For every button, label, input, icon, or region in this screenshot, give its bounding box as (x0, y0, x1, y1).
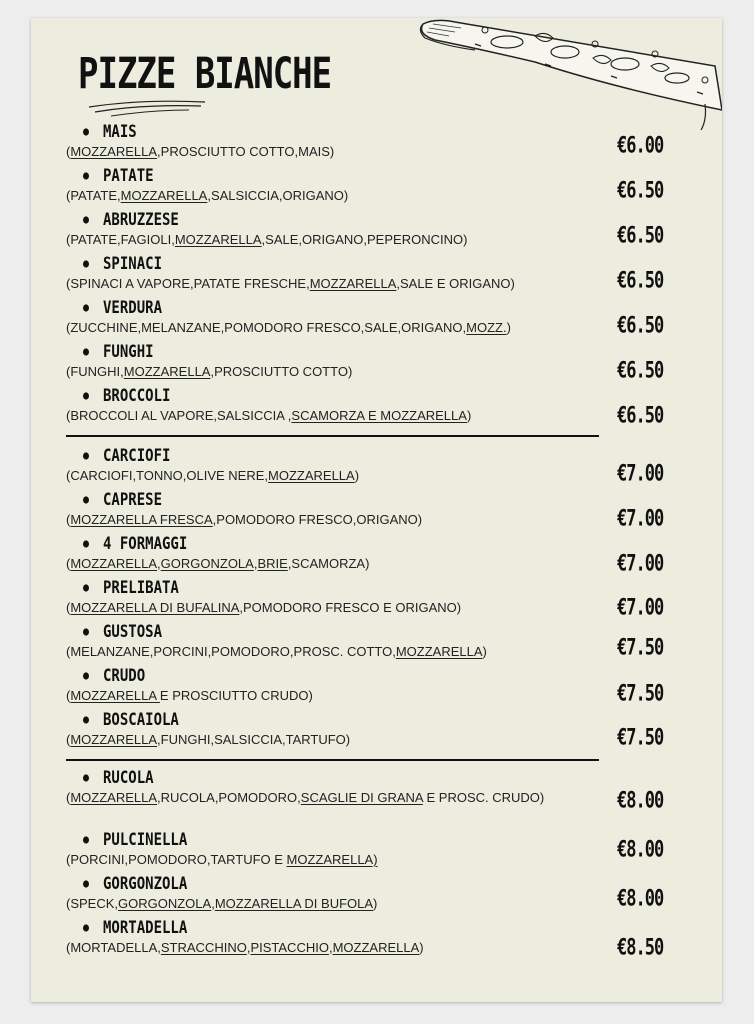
item-price: €6.50 (617, 223, 664, 249)
highlighted-ingredient: STRACCHINO (160, 940, 247, 955)
item-ingredients (66, 364, 606, 380)
item-ingredients (66, 600, 606, 616)
ingredient-text: ,PROSCIUTTO COTTO) (210, 364, 353, 379)
ingredient-text: E PROSC. CRUDO) (422, 790, 545, 805)
item-ingredients (66, 732, 606, 748)
ingredient-text: ( (66, 144, 71, 159)
highlighted-ingredient: MOZZARELLA) (286, 852, 378, 867)
menu-item-rucola (66, 768, 606, 806)
section-divider (66, 435, 599, 437)
ingredient-text: , (211, 896, 215, 911)
highlighted-ingredient: GORGONZOLA (160, 556, 254, 571)
item-ingredients (66, 896, 606, 912)
menu-title: PIZZE BIANCHE (78, 49, 332, 99)
highlighted-ingredient: MOZZ. (466, 320, 507, 335)
highlighted-ingredient: MOZZARELLA FRESCA (70, 512, 213, 527)
menu-page (31, 18, 722, 1002)
ingredient-text: ,SALE E ORIGANO) (396, 276, 515, 291)
ingredient-text: ) (354, 468, 360, 483)
menu-item-pulcinella (66, 830, 606, 868)
ingredient-text: ( (66, 688, 71, 703)
ingredient-text: (MORTADELLA, (66, 940, 161, 955)
ingredient-text: (ZUCCHINE,MELANZANE,POMODORO FRESCO,SALE,ORIGANO, (66, 320, 467, 335)
ingredient-text: ( (66, 512, 71, 527)
highlighted-ingredient: MOZZARELLA (174, 232, 262, 247)
item-ingredients (66, 320, 606, 336)
ingredient-text: ) (482, 644, 487, 659)
highlighted-ingredient: MOZZARELLA (70, 732, 158, 747)
highlighted-ingredient: MOZZARELLA (120, 188, 208, 203)
item-price: €7.50 (617, 725, 664, 751)
item-ingredients (66, 688, 606, 704)
menu-item-boscaiola (66, 710, 606, 748)
item-ingredients (66, 408, 606, 424)
item-ingredients (66, 276, 606, 292)
item-name: CAPRESE (66, 488, 606, 512)
highlighted-ingredient: SCAMORZA E MOZZARELLA (291, 408, 467, 423)
menu-item-gustosa (66, 622, 606, 660)
item-ingredients (66, 940, 606, 956)
item-ingredients (66, 644, 606, 660)
highlighted-ingredient: MOZZARELLA (123, 364, 211, 379)
menu-item-funghi (66, 342, 606, 380)
item-name: SPINACI (66, 252, 606, 276)
item-price: €8.00 (617, 788, 664, 814)
highlighted-ingredient: MOZZARELLA (309, 276, 397, 291)
item-price: €8.00 (617, 886, 664, 912)
item-name: ABRUZZESE (66, 208, 606, 232)
ingredient-text: (MELANZANE,PORCINI,POMODORO,PROSC. COTTO, (66, 644, 396, 659)
ingredient-text: ,POMODORO FRESCO,ORIGANO) (212, 512, 423, 527)
ingredient-text: ( (66, 732, 71, 747)
ingredient-text: E PROSCIUTTO CRUDO) (159, 688, 313, 703)
item-price: €7.00 (617, 461, 664, 487)
item-name: FUNGHI (66, 340, 606, 364)
item-price: €7.50 (617, 635, 664, 661)
highlighted-ingredient: GORGONZOLA (118, 896, 212, 911)
menu-item-prelibata (66, 578, 606, 616)
item-price: €8.00 (617, 837, 664, 863)
item-name: PATATE (66, 164, 606, 188)
ingredient-text: ( (66, 600, 71, 615)
title-underline (81, 93, 211, 123)
highlighted-ingredient: PISTACCHIO (250, 940, 329, 955)
item-name: CARCIOFI (66, 444, 606, 468)
item-name: BROCCOLI (66, 384, 606, 408)
item-price: €6.00 (617, 133, 664, 159)
menu-item-spinaci (66, 254, 606, 292)
item-price: €7.00 (617, 506, 664, 532)
section-divider (66, 759, 599, 761)
ingredient-text: ,POMODORO FRESCO E ORIGANO) (239, 600, 462, 615)
item-name: MAIS (66, 120, 606, 144)
menu-item-mortadella (66, 918, 606, 956)
menu-item-gorgonzola (66, 874, 606, 912)
item-ingredients (66, 144, 606, 160)
ingredient-text: ,SALE,ORIGANO,PEPERONCINO) (261, 232, 468, 247)
highlighted-ingredient: MOZZARELLA (395, 644, 483, 659)
ingredient-text: ) (466, 408, 472, 423)
ingredient-text: (FUNGHI, (66, 364, 124, 379)
item-ingredients (66, 468, 606, 484)
ingredient-text: ( (66, 790, 71, 805)
item-ingredients (66, 790, 606, 806)
item-name: CRUDO (66, 664, 606, 688)
highlighted-ingredient: MOZZARELLA DI BUFALINA (70, 600, 240, 615)
ingredient-text: ) (419, 940, 424, 955)
highlighted-ingredient: BRIE (257, 556, 288, 571)
ingredient-text: (SPINACI A VAPORE,PATATE FRESCHE, (66, 276, 310, 291)
ingredient-text: ,PROSCIUTTO COTTO,MAIS) (157, 144, 335, 159)
menu-item-abruzzese (66, 210, 606, 248)
highlighted-ingredient: MOZZARELLA DI BUFOLA (214, 896, 374, 911)
item-name: MORTADELLA (66, 916, 606, 940)
item-price: €8.50 (617, 935, 664, 961)
item-price: €7.00 (617, 551, 664, 577)
item-price: €6.50 (617, 268, 664, 294)
highlighted-ingredient: MOZZARELLA (70, 556, 158, 571)
item-price: €6.50 (617, 403, 664, 429)
item-name: RUCOLA (66, 766, 606, 790)
item-price: €7.50 (617, 681, 664, 707)
ingredient-text: (PATATE,FAGIOLI, (66, 232, 175, 247)
ingredient-text: ,SALSICCIA,ORIGANO) (207, 188, 349, 203)
ingredient-text: , (246, 940, 251, 955)
menu-item-4-formaggi (66, 534, 606, 572)
item-price: €7.00 (617, 595, 664, 621)
ingredient-text: ,RUCOLA,POMODORO, (157, 790, 301, 805)
item-ingredients (66, 852, 606, 868)
item-price: €6.50 (617, 178, 664, 204)
ingredient-text: ) (373, 896, 378, 911)
ingredient-text: (PATATE, (66, 188, 121, 203)
highlighted-ingredient: MOZZARELLA (70, 688, 160, 703)
highlighted-ingredient: MOZZARELLA (70, 144, 158, 159)
item-name: BOSCAIOLA (66, 708, 606, 732)
item-ingredients (66, 188, 606, 204)
menu-item-patate (66, 166, 606, 204)
ingredient-text: (SPECK, (66, 896, 119, 911)
item-name: GUSTOSA (66, 620, 606, 644)
menu-item-broccoli (66, 386, 606, 424)
item-ingredients (66, 512, 606, 528)
menu-item-crudo (66, 666, 606, 704)
ingredient-text: , (253, 556, 258, 571)
item-ingredients (66, 556, 606, 572)
ingredient-text: ) (506, 320, 511, 335)
highlighted-ingredient: MOZZARELLA (332, 940, 420, 955)
menu-item-verdura (66, 298, 606, 336)
item-price: €6.50 (617, 313, 664, 339)
item-name: PULCINELLA (66, 828, 606, 852)
ingredient-text: ,SCAMORZA) (287, 556, 370, 571)
item-name: GORGONZOLA (66, 872, 606, 896)
highlighted-ingredient: SCAGLIE DI GRANA (300, 790, 423, 805)
item-name: VERDURA (66, 296, 606, 320)
menu-item-carciofi (66, 446, 606, 484)
highlighted-ingredient: MOZZARELLA (70, 790, 158, 805)
ingredient-text: (BROCCOLI AL VAPORE,SALSICCIA , (66, 408, 292, 423)
ingredient-text: , (157, 556, 161, 571)
ingredient-text: (PORCINI,POMODORO,TARTUFO E (66, 852, 287, 867)
ingredient-text: ( (66, 556, 71, 571)
highlighted-ingredient: MOZZARELLA (268, 468, 355, 483)
ingredient-text: , (328, 940, 333, 955)
ingredient-text: (CARCIOFI,TONNO,OLIVE NERE, (66, 468, 269, 483)
menu-item-caprese (66, 490, 606, 528)
item-name: PRELIBATA (66, 576, 606, 600)
menu-item-mais (66, 122, 606, 160)
ingredient-text: ,FUNGHI,SALSICCIA,TARTUFO) (157, 732, 351, 747)
item-name: 4 FORMAGGI (66, 532, 606, 556)
item-price: €6.50 (617, 358, 664, 384)
item-ingredients (66, 232, 606, 248)
